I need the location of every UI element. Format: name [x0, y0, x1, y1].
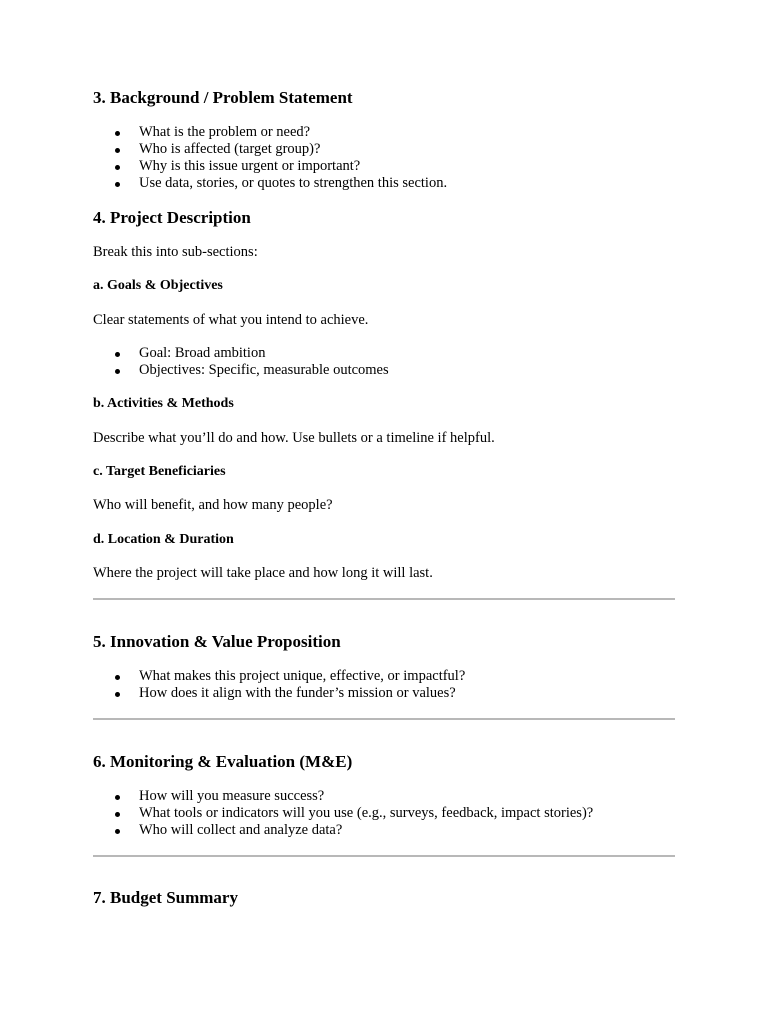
bullet-icon [115, 812, 120, 817]
list-item-text: How does it align with the funder’s mission or values? [139, 685, 456, 701]
list-item-text: Who will collect and analyze data? [139, 822, 343, 838]
list-item [93, 175, 447, 192]
section-3-bullet-list [93, 124, 447, 192]
list-item-text: How will you measure success? [139, 788, 325, 804]
list-item [93, 362, 389, 379]
subsection-c-heading: c. Target Beneficiaries [93, 464, 226, 479]
section-4-heading: 4. Project Description [93, 208, 251, 227]
bullet-icon [115, 131, 120, 136]
section-7-heading: 7. Budget Summary [93, 888, 238, 907]
subsection-d-text: Where the project will take place and how long it will last. [93, 565, 433, 581]
list-item [93, 345, 389, 362]
list-item [93, 668, 465, 685]
list-item [93, 805, 593, 822]
section-4-intro: Break this into sub-sections: [93, 244, 258, 260]
list-item-text: Why is this issue urgent or important? [139, 158, 361, 174]
subsection-d-heading: d. Location & Duration [93, 532, 234, 547]
list-item [93, 685, 465, 702]
section-5-heading: 5. Innovation & Value Proposition [93, 632, 341, 651]
section-6-heading: 6. Monitoring & Evaluation (M&E) [93, 752, 353, 771]
subsection-a-text: Clear statements of what you intend to achieve. [93, 312, 369, 328]
bullet-icon [115, 352, 120, 357]
list-item [93, 822, 593, 839]
section-5-bullet-list [93, 668, 465, 702]
list-item-text: What is the problem or need? [139, 124, 311, 140]
subsection-b-heading: b. Activities & Methods [93, 396, 234, 411]
list-item [93, 141, 447, 158]
bullet-icon [115, 675, 120, 680]
bullet-icon [115, 165, 120, 170]
list-item-text: Use data, stories, or quotes to strengthen this section. [139, 175, 448, 191]
list-item [93, 158, 447, 175]
subsection-c-text: Who will benefit, and how many people? [93, 497, 333, 513]
horizontal-divider [93, 598, 675, 600]
section-3-heading: 3. Background / Problem Statement [93, 88, 353, 107]
horizontal-divider [93, 718, 675, 720]
horizontal-divider [93, 855, 675, 857]
list-item-text: Who is affected (target group)? [139, 141, 321, 157]
section-6-bullet-list [93, 788, 593, 839]
list-item-text: What makes this project unique, effective, or impactful? [139, 668, 466, 684]
subsection-b-text: Describe what you’ll do and how. Use bullets or a timeline if helpful. [93, 430, 495, 446]
subsection-a-bullet-list [93, 345, 389, 379]
bullet-icon [115, 182, 120, 187]
bullet-icon [115, 148, 120, 153]
list-item [93, 788, 593, 805]
list-item-text: Objectives: Specific, measurable outcomes [139, 362, 389, 378]
bullet-icon [115, 829, 120, 834]
list-item-text: Goal: Broad ambition [139, 345, 266, 361]
list-item [93, 124, 447, 141]
list-item-text: What tools or indicators will you use (e.g., surveys, feedback, impact stories)? [139, 805, 594, 821]
bullet-icon [115, 692, 120, 697]
bullet-icon [115, 369, 120, 374]
subsection-a-heading: a. Goals & Objectives [93, 278, 223, 293]
bullet-icon [115, 795, 120, 800]
